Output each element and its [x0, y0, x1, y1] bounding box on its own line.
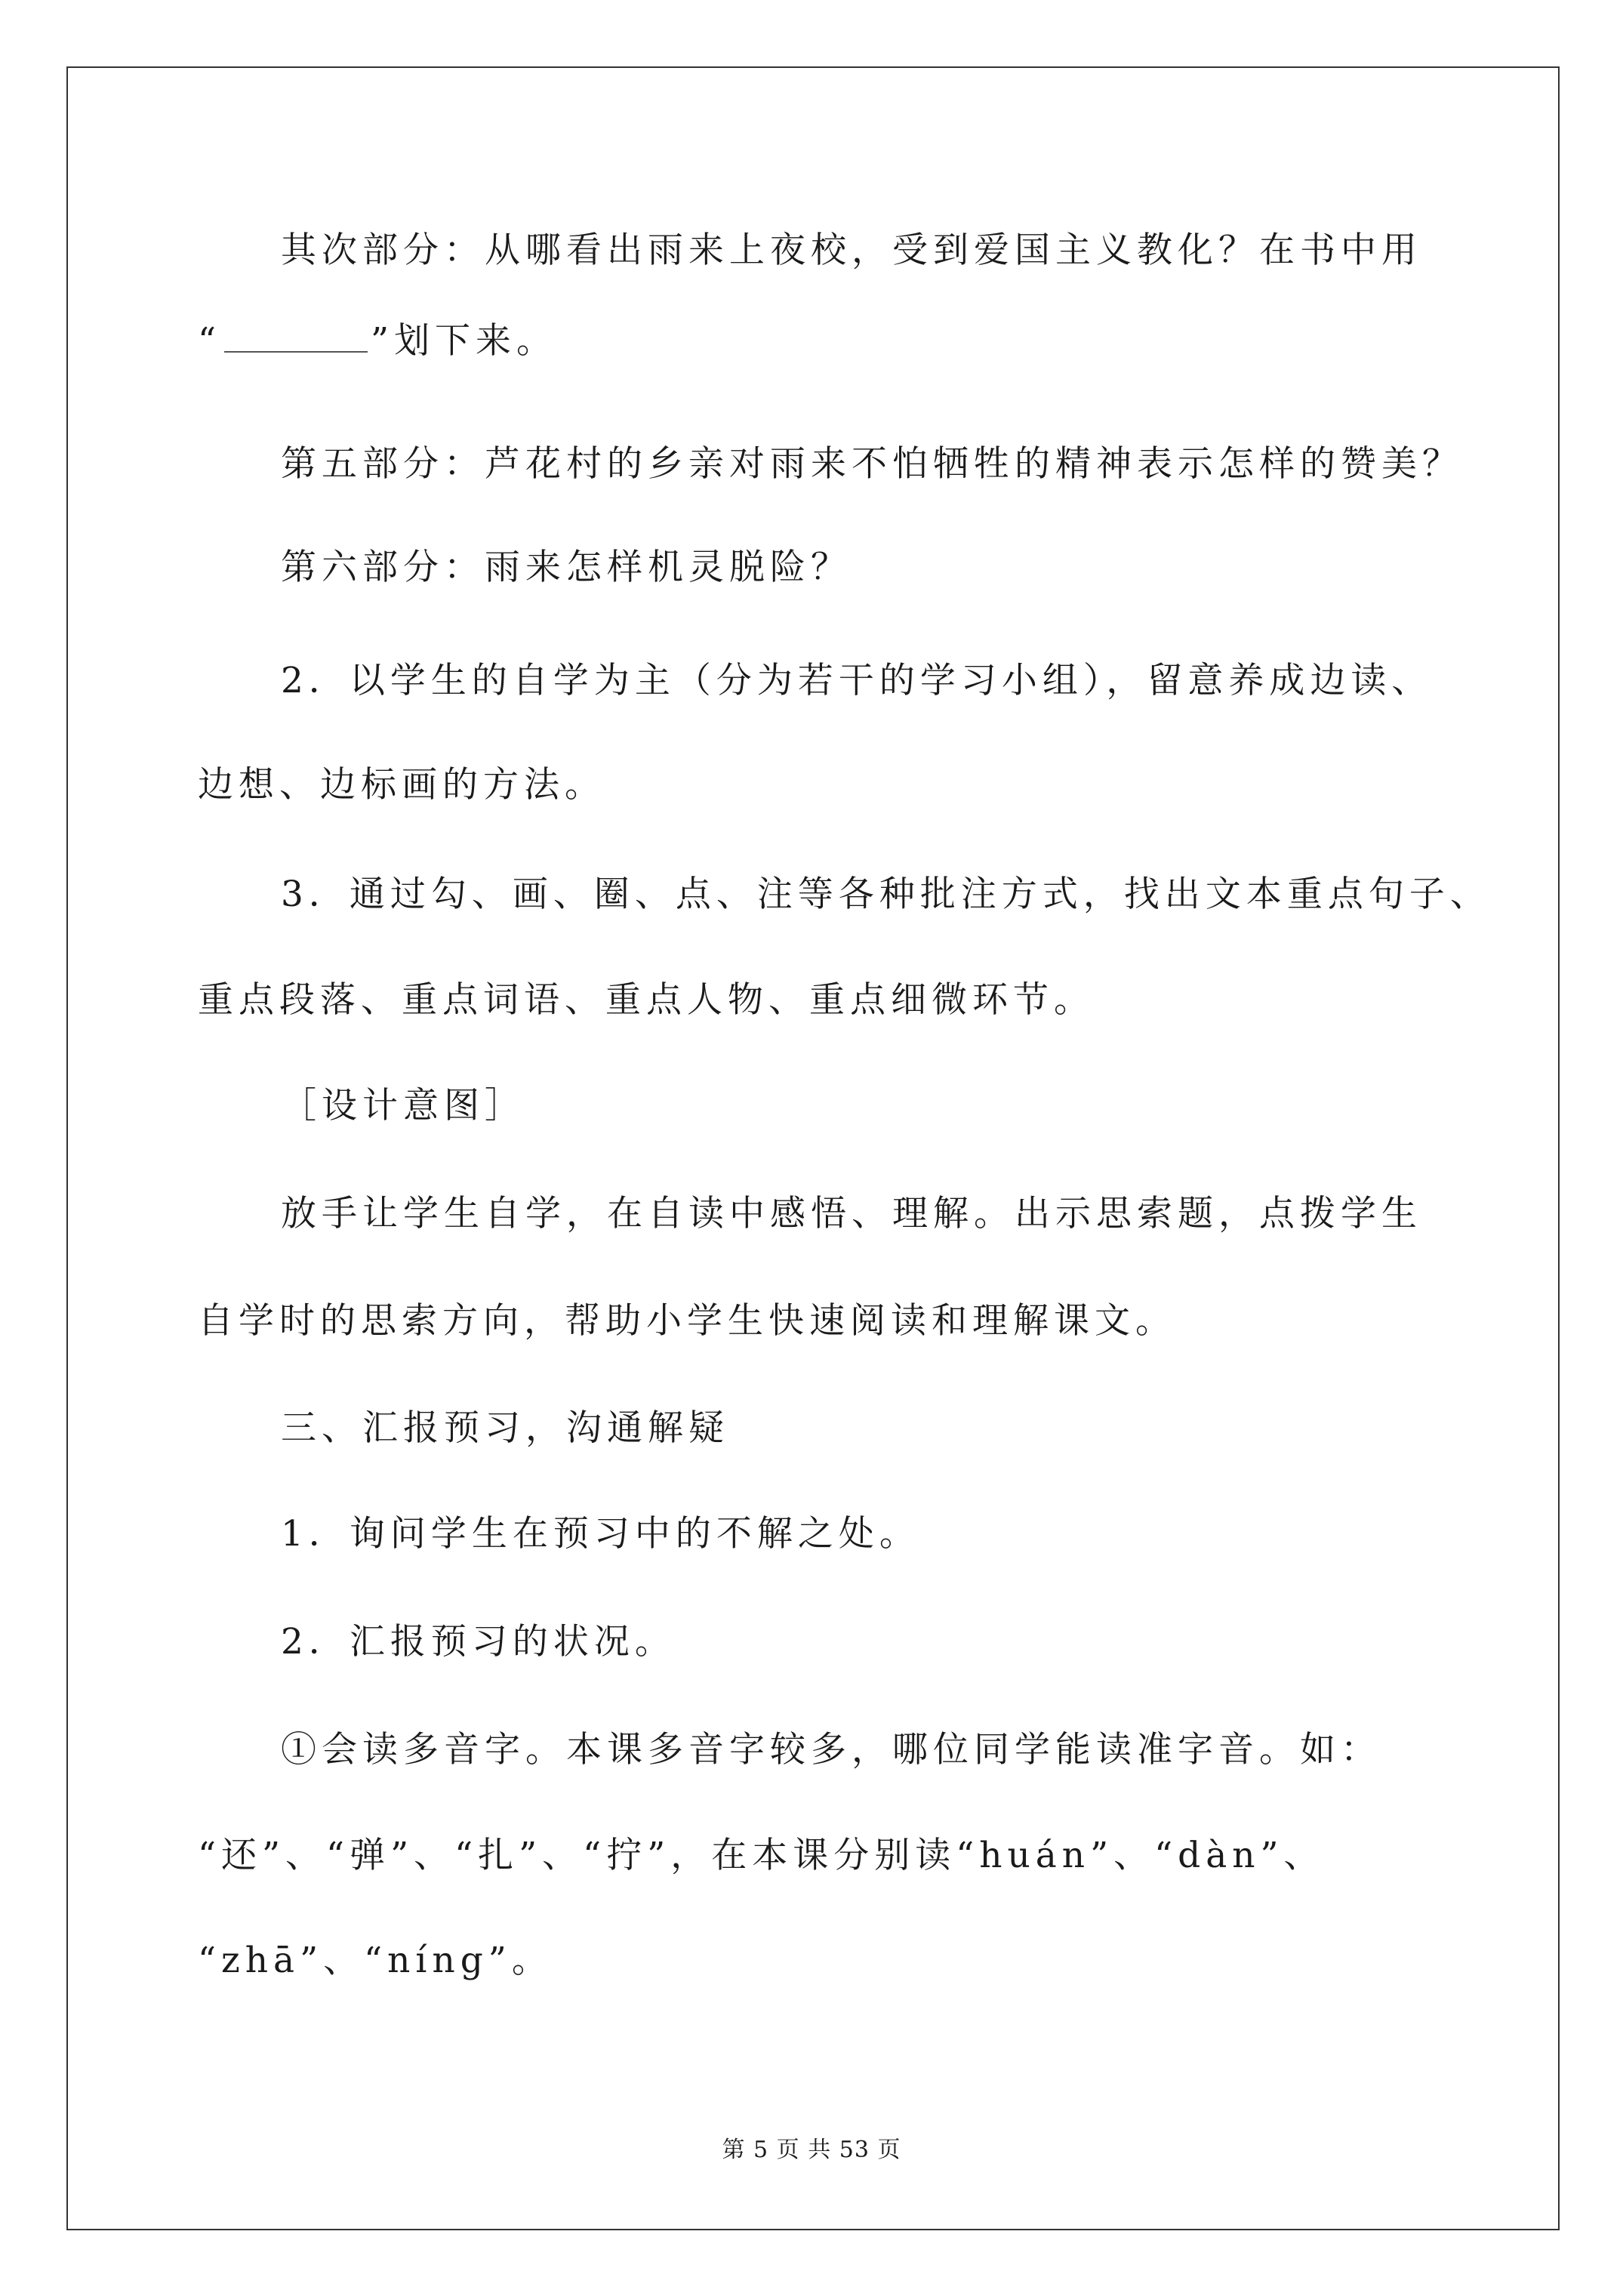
paragraph-line: “zhā”、“níng”。 [198, 1940, 553, 1981]
paragraph-line: 重点段落、重点词语、重点人物、重点细微环节。 [198, 979, 1095, 1021]
paragraph-line: 2．以学生的自学为主（分为若干的学习小组），留意养成边读、 [281, 660, 1433, 701]
paragraph-line: ①会读多音字。本课多音字较多，哪位同学能读准字音。如： [281, 1729, 1381, 1771]
paragraph-line: 放手让学生自学，在自读中感悟、理解。出示思索题，点拨学生 [281, 1193, 1422, 1234]
open-quote: “ [198, 320, 222, 362]
paragraph-line: 1．询问学生在预习中的不解之处。 [281, 1513, 920, 1555]
paragraph-line-fill-blank [198, 319, 557, 364]
section-heading: 三、汇报预习，沟通解疑 [281, 1407, 729, 1449]
paragraph-line: 边想、边标画的方法。 [198, 764, 605, 806]
section-heading: ［设计意图］ [281, 1085, 525, 1126]
fill-in-blank [224, 321, 368, 353]
paragraph-line: “还”、“弹”、“扎”、“拧”，在本课分别读“huán”、“dàn”、 [198, 1835, 1325, 1876]
page-number-footer: 第 5 页 共 53 页 [722, 2137, 901, 2163]
page-border [66, 66, 1560, 2230]
paragraph-line: 第六部分：雨来怎样机灵脱险？ [281, 547, 852, 588]
paragraph-line: 自学时的思索方向，帮助小学生快速阅读和理解课文。 [198, 1300, 1176, 1342]
paragraph-text: 划下来。 [394, 320, 558, 362]
close-quote: ” [371, 320, 395, 362]
paragraph-line: 第五部分：芦花村的乡亲对雨来不怕牺牲的精神表示怎样的赞美？ [281, 443, 1463, 485]
paragraph-line: 3．通过勾、画、圈、点、注等各种批注方式，找出文本重点句子、 [281, 874, 1491, 915]
paragraph-line: 其次部分：从哪看出雨来上夜校，受到爱国主义教化？在书中用 [281, 230, 1422, 271]
paragraph-line: 2．汇报预习的状况。 [281, 1621, 676, 1663]
